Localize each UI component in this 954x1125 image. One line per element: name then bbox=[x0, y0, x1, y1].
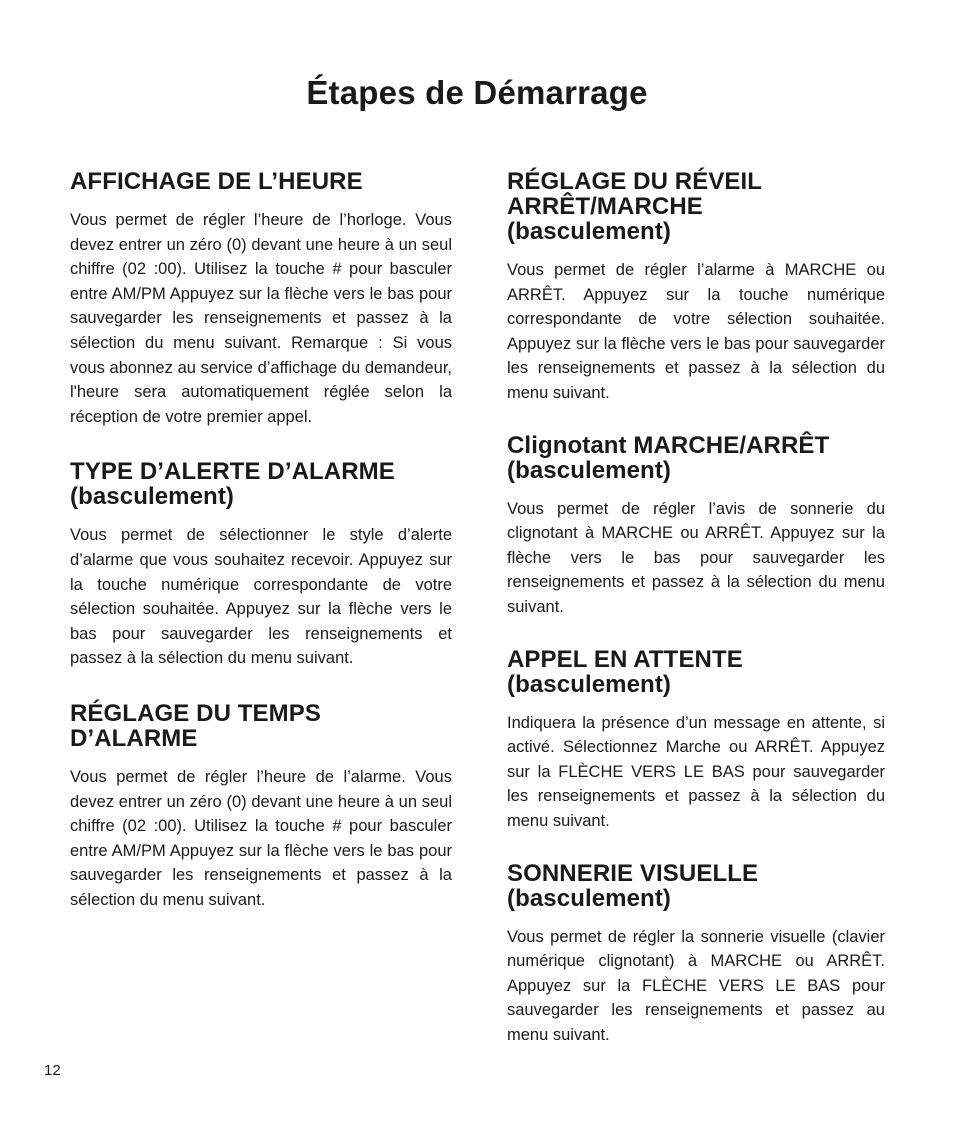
right-column bbox=[507, 169, 885, 1047]
heading-line: D’ALARME bbox=[70, 724, 198, 752]
heading-line: (basculement) bbox=[507, 670, 672, 698]
heading-line: SONNERIE VISUELLE bbox=[507, 859, 759, 887]
heading-line: (basculement) bbox=[507, 884, 672, 912]
heading-line: Clignotant MARCHE/ARRÊT bbox=[507, 431, 830, 459]
section-body: Vous permet de sélectionner le style d’alerte d’alarme que vous souhaitez recevoir. Appuyez sur la touche numérique correspondante de votre sélection souhaitée. Appuyez sur la flèche vers le bas pour sauvegarder les renseignements et passez à la sélection du menu suivant. bbox=[70, 526, 452, 668]
section-body: Vous permet de régler l’avis de sonnerie du clignotant à MARCHE ou ARRÊT. Appuyez sur la flèche vers le bas pour sauvegarder les renseignements et passez à la sélection du menu suivant. bbox=[507, 499, 885, 616]
section-heading bbox=[507, 647, 885, 697]
section-appel-en-attente bbox=[507, 647, 885, 834]
heading-line: TYPE D’ALERTE D’ALARME bbox=[70, 458, 395, 486]
section-sonnerie-visuelle bbox=[507, 861, 885, 1048]
section-heading bbox=[507, 433, 885, 483]
section-reglage-temps-alarme bbox=[70, 701, 452, 913]
page-number: 12 bbox=[44, 1062, 61, 1079]
section-heading bbox=[507, 169, 885, 244]
section-body: Vous permet de régler l’alarme à MARCHE ou ARRÊT. Appuyez sur la touche numérique correspondante de votre sélection souhaitée. Appuyez sur la flèche vers le bas pour sauvegarder les renseignements et passez à la sélection du menu suivant. bbox=[507, 261, 885, 402]
section-body: Indiquera la présence d’un message en attente, si activé. Sélectionnez Marche ou ARRÊT. Appuyez sur la FLÈCHE VERS LE BAS pour sauvegarder les renseignements et passez à la sélection du menu suivant. bbox=[507, 713, 885, 830]
heading-line: (basculement) bbox=[70, 483, 235, 511]
heading-line: RÉGLAGE DU RÉVEIL bbox=[507, 168, 763, 195]
section-affichage-heure bbox=[70, 169, 452, 429]
heading-line: (basculement) bbox=[507, 456, 672, 484]
heading-line: ARRÊT/MARCHE bbox=[507, 193, 703, 220]
section-reglage-reveil bbox=[507, 169, 885, 406]
heading-line: (basculement) bbox=[507, 218, 672, 245]
heading-line: APPEL EN ATTENTE bbox=[507, 645, 743, 673]
section-body: Vous permet de régler la sonnerie visuelle (clavier numérique clignotant) à MARCHE ou ARRÊT. Appuyez sur la FLÈCHE VERS LE BAS pour sauvegarder les renseignements et passez au menu suivant. bbox=[507, 927, 885, 1044]
section-heading bbox=[70, 169, 452, 194]
section-type-alerte-alarme bbox=[70, 459, 452, 671]
section-body: Vous permet de régler l’heure de l’alarme. Vous devez entrer un zéro (0) devant une heure à un seul chiffre (02 :00). Utilisez la touche # pour basculer entre AM/PM Appuyez sur la flèche vers le bas pour sauvegarder les renseignements et passez à la sélection du menu suivant. bbox=[70, 767, 452, 909]
heading-line: AFFICHAGE DE L’HEURE bbox=[70, 168, 363, 195]
left-column bbox=[70, 169, 452, 912]
section-heading bbox=[70, 459, 452, 509]
section-body: Vous permet de régler l’heure de l’horloge. Vous devez entrer un zéro (0) devant une heure à un seul chiffre (02 :00). Utilisez la touche # pour basculer entre AM/PM Appuyez sur la flèche vers le bas pour sauvegarder les renseignements et passez à la sélection du menu suivant. Remarque : Si vous vous abonnez au service d’affichage du demandeur, l'heure sera automatiquement réglée selon la réception de votre premier appel. bbox=[70, 211, 452, 426]
heading-line: RÉGLAGE DU TEMPS bbox=[70, 699, 321, 727]
section-heading bbox=[507, 861, 885, 911]
section-clignotant bbox=[507, 433, 885, 620]
section-heading bbox=[70, 701, 452, 751]
page-title: Étapes de Démarrage bbox=[306, 74, 648, 111]
